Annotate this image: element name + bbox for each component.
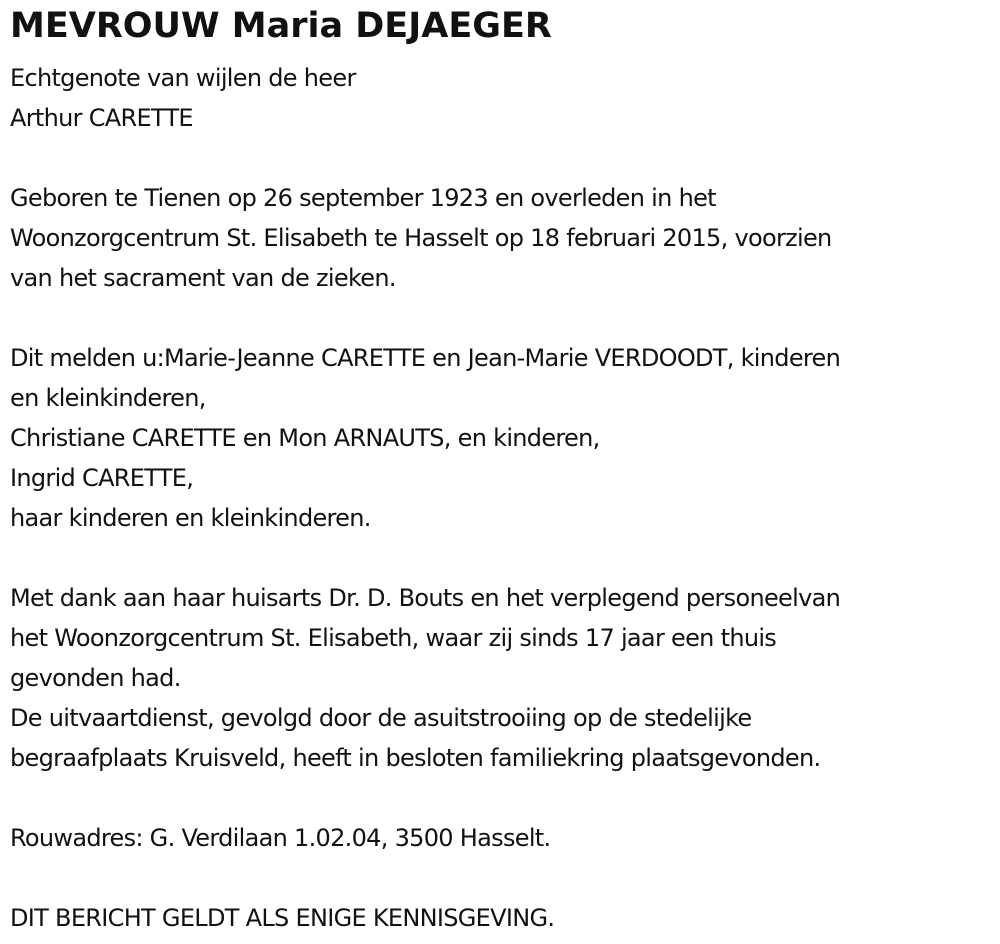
spacer bbox=[10, 138, 995, 178]
death-notice bbox=[10, 4, 995, 938]
spacer bbox=[10, 298, 995, 338]
family-line: haar kinderen en kleinkinderen. bbox=[10, 504, 371, 532]
family-line: Christiane CARETTE en Mon ARNAUTS, en kinderen, bbox=[10, 424, 600, 452]
family-line: Dit melden u:Marie-Jeanne CARETTE en Jean-Marie VERDOODT, kinderen bbox=[10, 344, 841, 372]
funeral-line: De uitvaartdienst, gevolgd door de asuitstrooiing op de stedelijke bbox=[10, 704, 752, 732]
family-line: Ingrid CARETTE, bbox=[10, 464, 194, 492]
birth-death-line: Geboren te Tienen op 26 september 1923 en overleden in het bbox=[10, 184, 716, 212]
spouse-name-line: Arthur CARETTE bbox=[10, 104, 193, 132]
funeral-line: begraafplaats Kruisveld, heeft in besloten familiekring plaatsgevonden. bbox=[10, 744, 821, 772]
deceased-name-title: MEVROUW Maria DEJAEGER bbox=[10, 6, 552, 46]
birth-death-paragraph bbox=[10, 178, 995, 298]
spouse-paragraph bbox=[10, 58, 995, 138]
spacer bbox=[10, 858, 995, 898]
thanks-line: Met dank aan haar huisarts Dr. D. Bouts en het verplegend personeelvan bbox=[10, 584, 841, 612]
spacer bbox=[10, 538, 995, 578]
birth-death-line: Woonzorgcentrum St. Elisabeth te Hasselt op 18 februari 2015, voorzien bbox=[10, 224, 832, 252]
address-paragraph bbox=[10, 818, 995, 858]
birth-death-line: van het sacrament van de zieken. bbox=[10, 264, 396, 292]
family-line: en kleinkinderen, bbox=[10, 384, 206, 412]
spouse-line: Echtgenote van wijlen de heer bbox=[10, 64, 356, 92]
thanks-paragraph bbox=[10, 578, 995, 778]
closing-paragraph bbox=[10, 898, 995, 938]
thanks-line: het Woonzorgcentrum St. Elisabeth, waar zij sinds 17 jaar een thuis bbox=[10, 624, 777, 652]
closing-statement: DIT BERICHT GELDT ALS ENIGE KENNISGEVING. bbox=[10, 904, 555, 932]
family-paragraph bbox=[10, 338, 995, 538]
mourning-address: Rouwadres: G. Verdilaan 1.02.04, 3500 Hasselt. bbox=[10, 824, 551, 852]
thanks-line: gevonden had. bbox=[10, 664, 181, 692]
spacer bbox=[10, 778, 995, 818]
